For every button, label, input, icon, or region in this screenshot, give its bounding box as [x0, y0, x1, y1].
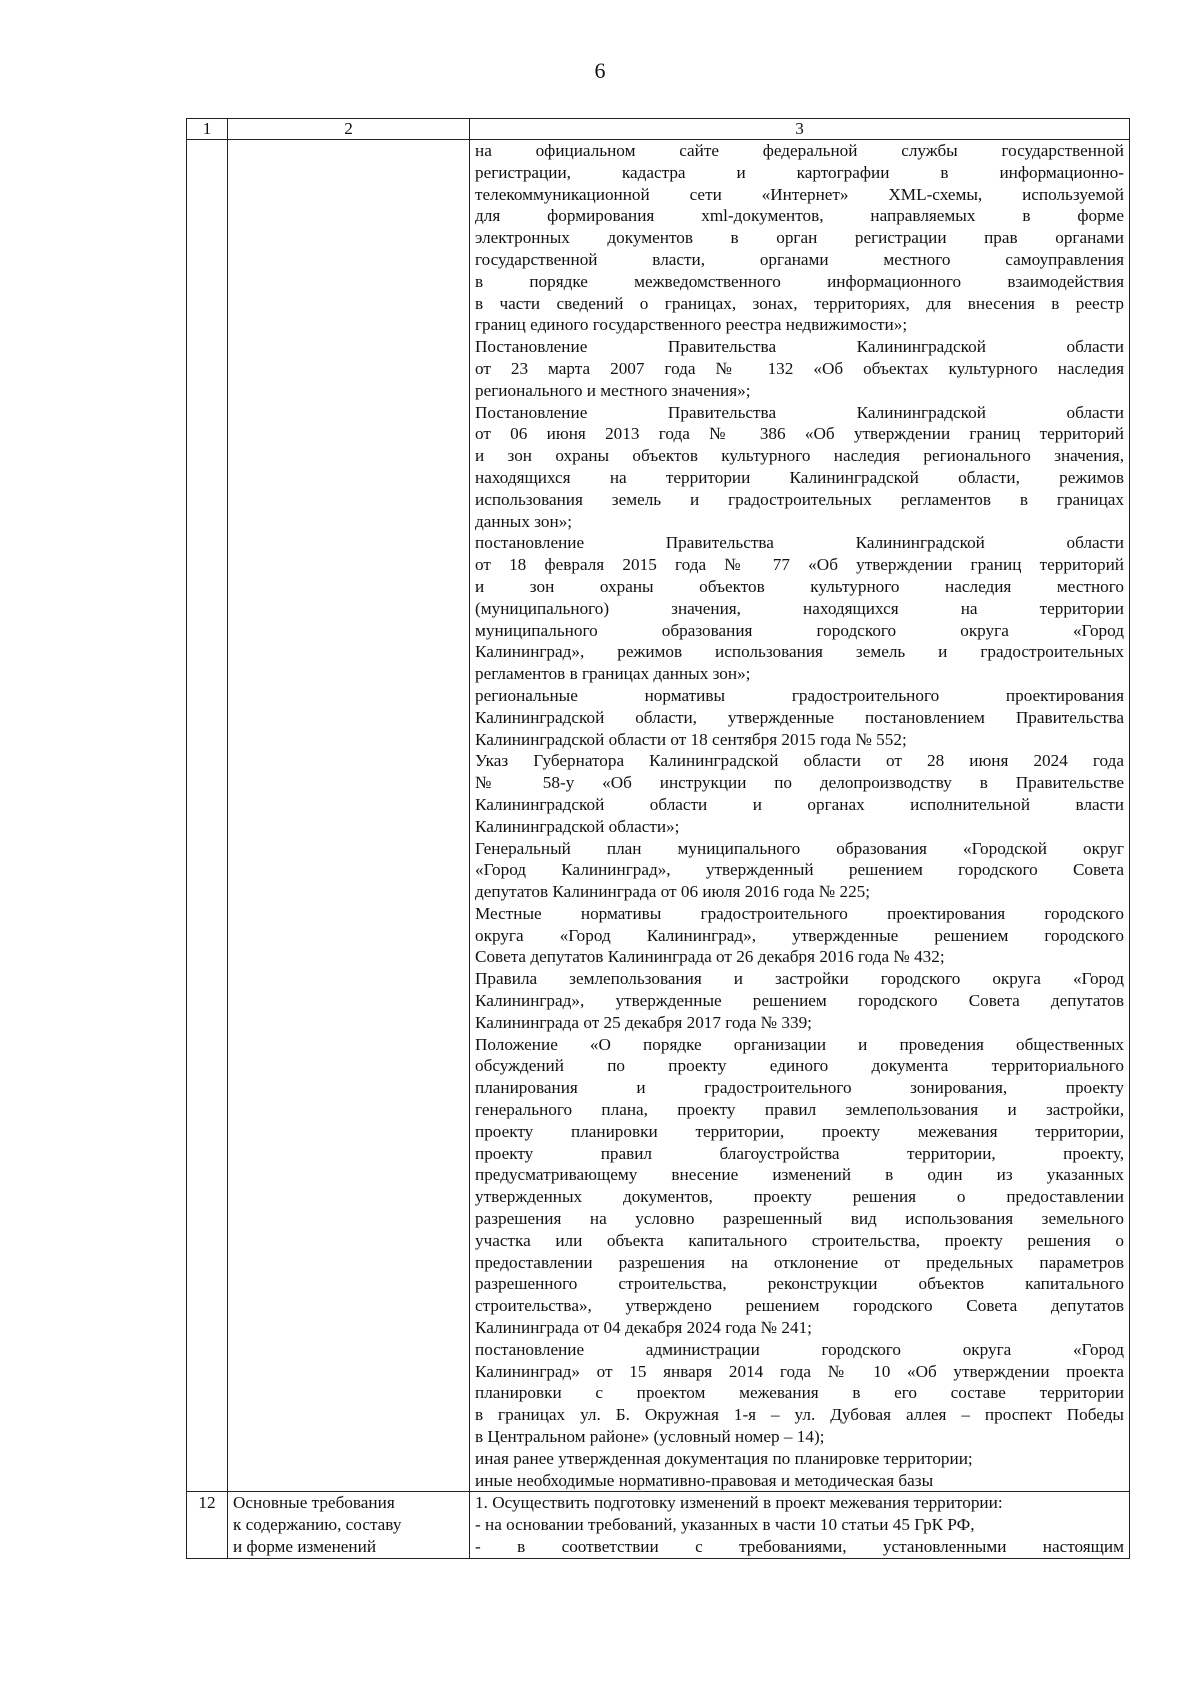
text-line: Калининградской области, утвержденные постановлением Правительства — [475, 707, 1124, 727]
text-line: разрешения на условно разрешенный вид использования земельного — [475, 1209, 1124, 1229]
row-content-cell — [470, 1492, 1130, 1558]
text-line: муниципального образования городского округа «Город — [475, 620, 1124, 640]
text-line: от 18 февраля 2015 года № 77 «Об утверждении границ территорий — [475, 555, 1124, 575]
header-col-3: 3 — [470, 119, 1130, 140]
row-number-cell — [187, 140, 228, 1492]
row-title-cell — [228, 140, 470, 1492]
text-line: находящихся на территории Калининградской области, режимов — [475, 467, 1124, 487]
text-line: предоставлении разрешения на отклонение от предельных параметров — [475, 1252, 1124, 1272]
text-line: планирования и градостроительного зонирования, проекту — [475, 1078, 1124, 1098]
text-line: генерального плана, проекту правил землепользования и застройки, — [475, 1100, 1124, 1120]
page-number: 6 — [594, 58, 606, 83]
text-line: разрешенного строительства, реконструкции объектов капитального — [475, 1274, 1124, 1294]
text-line: депутатов Калининграда от 06 июля 2016 года № 225; — [475, 882, 871, 902]
text-line: Калининград», режимов использования земель и градостроительных — [475, 642, 1124, 662]
text-line: данных зон»; — [475, 511, 573, 531]
text-line: государственной власти, органами местного самоуправления — [475, 249, 1124, 269]
text-line: Калининградской области и органах исполнительной власти — [475, 794, 1124, 814]
text-line: Правила землепользования и застройки городского округа «Город — [475, 969, 1124, 989]
text-line: Постановление Правительства Калининградской области — [475, 402, 1124, 422]
text-line: Калининградской области»; — [475, 816, 680, 836]
text-line: в части сведений о границах, зонах, территориях, для внесения в реестр — [475, 293, 1124, 313]
text-line: Положение «О порядке организации и проведения общественных — [475, 1034, 1124, 1054]
text-line: (муниципального) значения, находящихся на территории — [475, 598, 1124, 618]
text-line: регламентов в границах данных зон»; — [475, 664, 751, 684]
text-line: от 23 марта 2007 года № 132 «Об объектах культурного наследия — [475, 358, 1124, 378]
text-line: телекоммуникационной сети «Интернет» XML-схемы, используемой — [475, 184, 1124, 204]
text-line: - на основании требований, указанных в части 10 статьи 45 ГрК РФ, — [475, 1515, 975, 1535]
text-line: Постановление Правительства Калининградской области — [475, 337, 1124, 357]
row-title-line: Основные требования — [233, 1493, 395, 1513]
row-content-cell — [470, 140, 1130, 1492]
text-line: регионального и местного значения»; — [475, 380, 751, 400]
text-line: регистрации, кадастра и картографии в информационно- — [475, 162, 1124, 182]
table-header-row — [187, 119, 1130, 140]
text-line: Калининграда от 04 декабря 2024 года № 241; — [475, 1318, 812, 1338]
text-line: на официальном сайте федеральной службы государственной — [475, 141, 1124, 160]
text-line: 1. Осуществить подготовку изменений в проект межевания территории: — [475, 1493, 1003, 1513]
text-line: в порядке межведомственного информационного взаимодействия — [475, 271, 1124, 291]
text-line: Калининградской области от 18 сентября 2015 года № 552; — [475, 729, 907, 749]
text-line: обсуждений по проекту единого документа территориального — [475, 1056, 1124, 1076]
header-col-2: 2 — [228, 119, 470, 140]
text-line: и зон охраны объектов культурного наследия регионального значения, — [475, 446, 1124, 466]
text-line: Калининграда от 25 декабря 2017 года № 339; — [475, 1012, 812, 1032]
text-line: «Город Калининград», утвержденный решением городского Совета — [475, 860, 1124, 880]
text-line: № 58-у «Об инструкции по делопроизводству в Правительстве — [475, 773, 1124, 793]
row-title-line: к содержанию, составу — [233, 1515, 402, 1535]
text-line: Калининград», утвержденные решением городского Совета депутатов — [475, 991, 1124, 1011]
row-number-cell: 12 — [187, 1492, 228, 1558]
text-line: иная ранее утвержденная документация по планировке территории; — [475, 1448, 973, 1468]
text-line: проекту правил благоустройства территории, проекту, — [475, 1143, 1124, 1163]
table-row — [187, 140, 1130, 1492]
text-line: Генеральный план муниципального образования «Городской округ — [475, 838, 1124, 858]
text-line: участка или объекта капитального строительства, проекту решения о — [475, 1230, 1124, 1250]
row-title-cell — [228, 1492, 470, 1558]
text-line: и зон охраны объектов культурного наследия местного — [475, 576, 1124, 596]
row-title-line: и форме изменений — [233, 1537, 377, 1556]
text-line: Местные нормативы градостроительного проектирования городского — [475, 903, 1124, 923]
text-line: электронных документов в орган регистрации прав органами — [475, 228, 1124, 248]
header-col-1: 1 — [187, 119, 228, 140]
text-line: региональные нормативы градостроительного проектирования — [475, 685, 1124, 705]
text-line: Калининград» от 15 января 2014 года № 10 «Об утверждении проекта — [475, 1361, 1124, 1381]
text-line: предусматривающему внесение изменений в один из указанных — [475, 1165, 1124, 1185]
requirements-table — [186, 118, 1130, 1559]
text-line: строительства», утверждено решением городского Совета депутатов — [475, 1296, 1124, 1316]
text-line: Совета депутатов Калининграда от 26 декабря 2016 года № 432; — [475, 947, 945, 967]
text-line: использования земель и градостроительных регламентов в границах — [475, 489, 1124, 509]
table-row — [187, 1492, 1130, 1558]
text-line: планировки с проектом межевания в его составе территории — [475, 1383, 1124, 1403]
text-line: постановление администрации городского округа «Город — [475, 1339, 1124, 1359]
text-line: утвержденных документов, проекту решения о предоставлении — [475, 1187, 1124, 1207]
text-line: в Центральном районе» (условный номер – 14); — [475, 1427, 825, 1447]
text-line: иные необходимые нормативно-правовая и методическая базы — [475, 1470, 934, 1490]
text-line: от 06 июня 2013 года № 386 «Об утверждении границ территорий — [475, 424, 1124, 444]
text-line: в границах ул. Б. Окружная 1-я – ул. Дубовая аллея – проспект Победы — [475, 1405, 1124, 1425]
text-line: для формирования xml-документов, направляемых в форме — [475, 206, 1124, 226]
text-line: Указ Губернатора Калининградской области от 28 июня 2024 года — [475, 751, 1124, 771]
text-line: постановление Правительства Калининградской области — [475, 533, 1124, 553]
text-line: - в соответствии с требованиями, установленными настоящим — [475, 1537, 1124, 1556]
text-line: округа «Город Калининград», утвержденные решением городского — [475, 925, 1124, 945]
text-line: границ единого государственного реестра недвижимости»; — [475, 315, 908, 335]
text-line: проекту планировки территории, проекту межевания территории, — [475, 1121, 1124, 1141]
